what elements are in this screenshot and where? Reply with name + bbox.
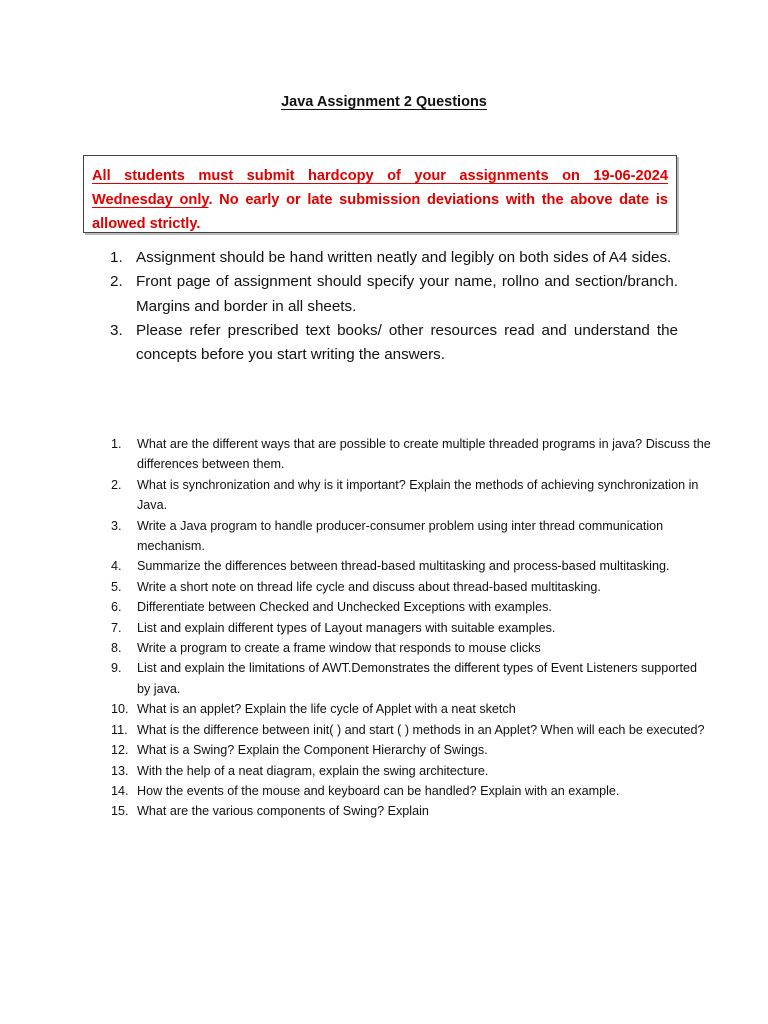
question-number: 4. [111,559,122,574]
instruction-text: Please refer prescribed text books/ other resources read and understand the concepts before you start writing the answers. [136,321,678,364]
question-item [111,720,711,740]
question-text: What are the different ways that are possible to create multiple threaded programs in java? Discuss the differences between them. [137,437,711,472]
question-item [111,577,711,597]
question-item [111,781,711,801]
instructions-list [110,246,678,367]
question-item [111,597,711,617]
question-number: 2. [111,477,122,492]
question-item [111,516,711,557]
question-text: What is the difference between init( ) and start ( ) methods in an Applet? When will each be executed? [137,722,705,737]
document-title-text: Java Assignment 2 Questions [281,94,487,110]
question-text: Summarize the differences between thread-based multitasking and process-based multitasking. [137,559,670,574]
instruction-item [110,246,678,270]
question-item [111,475,711,516]
question-text: How the events of the mouse and keyboard can be handled? Explain with an example. [137,783,620,798]
question-item [111,801,711,821]
question-text: Write a short note on thread life cycle and discuss about thread-based multitasking. [137,579,601,594]
question-number: 11. [111,722,128,737]
question-text: Write a Java program to handle producer-consumer problem using inter thread communication mechanism. [137,518,664,554]
question-text: Differentiate between Checked and Unchecked Exceptions with examples. [137,600,552,615]
notice-underlined-text: All students must submit hardcopy of your assignments on 19-06-2024 Wednesday only [92,168,668,208]
question-number: 3. [111,518,122,533]
question-item [111,434,711,475]
question-text: Write a program to create a frame window that responds to mouse clicks [137,641,541,656]
instruction-number: 1. [110,249,123,266]
question-text: List and explain the limitations of AWT.Demonstrates the different types of Event Listeners supported by java. [137,661,698,696]
question-number: 15. [111,804,129,819]
instruction-number: 2. [110,273,123,291]
question-item [111,556,711,576]
question-number: 7. [111,620,122,635]
document-title [0,94,768,110]
question-number: 9. [111,661,122,676]
question-text: With the help of a neat diagram, explain the swing architecture. [137,763,489,778]
submission-notice-box [83,155,677,233]
instruction-number: 3. [110,321,123,339]
question-number: 12. [111,743,129,758]
notice-rest-text: . No early or late submission deviations with the above date is allowed strictly. [92,192,668,232]
question-number: 5. [111,579,122,594]
question-number: 1. [111,437,122,451]
question-number: 10. [111,702,129,717]
instruction-item [110,270,678,319]
question-text: List and explain different types of Layout managers with suitable examples. [137,620,556,635]
question-number: 8. [111,641,122,656]
question-text: What is an applet? Explain the life cycle of Applet with a neat sketch [137,702,516,717]
question-text: What is synchronization and why is it important? Explain the methods of achieving synchronization in Java. [137,477,699,513]
question-text: What are the various components of Swing? Explain [137,804,429,819]
instruction-text: Assignment should be hand written neatly and legibly on both sides of A4 sides. [136,249,672,266]
instruction-text: Front page of assignment should specify your name, rollno and section/branch. Margins and border in all sheets. [136,273,678,315]
question-item [111,638,711,658]
question-number: 6. [111,600,122,615]
question-number: 14. [111,783,129,798]
instruction-item [110,319,678,368]
question-item [111,699,711,719]
question-item [111,740,711,760]
question-item [111,618,711,638]
question-item [111,658,711,699]
question-text: What is a Swing? Explain the Component Hierarchy of Swings. [137,743,488,758]
question-number: 13. [111,763,129,778]
question-item [111,761,711,781]
questions-list [111,434,711,822]
